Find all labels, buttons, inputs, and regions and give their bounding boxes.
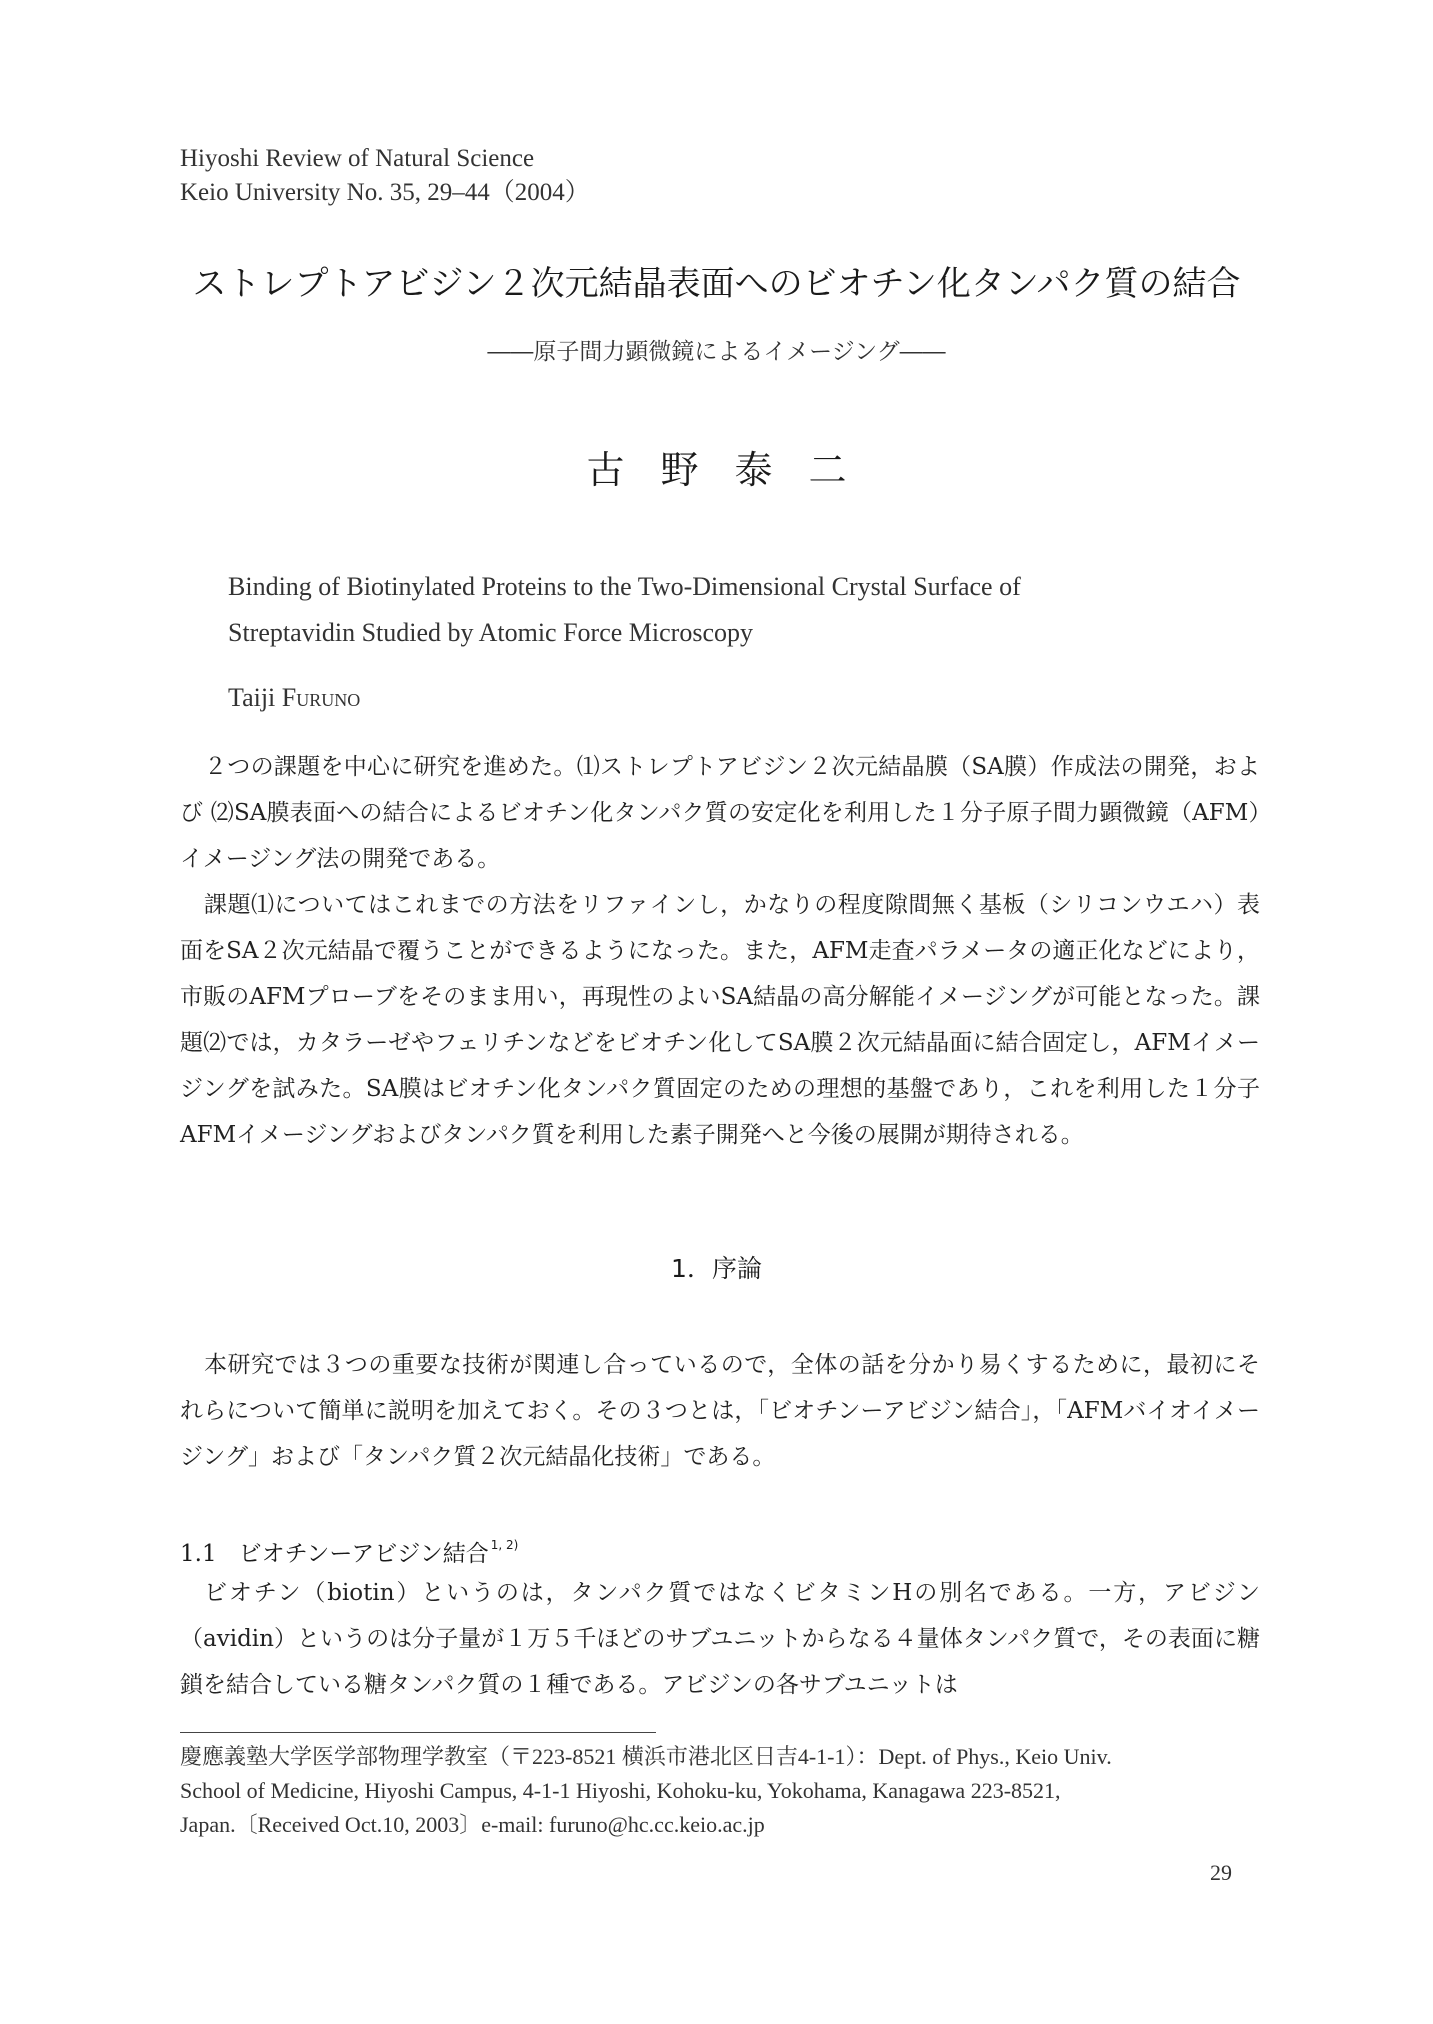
footnote-line-3: Japan.〔Received Oct.10, 2003〕e-mail: furuno@hc.cc.keio.ac.jp: [180, 1812, 765, 1837]
introduction-paragraph: 本研究では３つの重要な技術が関連し合っているので，全体の話を分かり易くするために，最初にそれらについて簡単に説明を加えておく。その３つとは，「ビオチンーアビジン結合」，「AFMバイオイメージング」および「タンパク質２次元結晶化技術」である。: [180, 1352, 1260, 1470]
journal-header: [180, 142, 590, 210]
journal-volume: Keio University No. 35, 29–44（2004）: [180, 179, 590, 206]
title-english-line-1: Binding of Biotinylated Proteins to the Two-Dimensional Crystal Surface of: [228, 572, 1021, 601]
abstract-paragraph: 課題⑴についてはこれまでの方法をリファインし，かなりの程度隙間無く基板（シリコンウエハ）表面をSA２次元結晶で覆うことができるようになった。また，AFM走査パラメータの適正化などにより，市販のAFMプローブをそのまま用い，再現性のよいSA結晶の高分解能イメージングが可能となった。課題⑵では，カタラーゼやフェリチンなどをビオチン化してSA膜２次元結晶面に結合固定し，AFMイメージングを試みた。SA膜はビオチン化タンパク質固定のための理想的基盤であり，これを利用した１分子AFMイメージングおよびタンパク質を利用した素子開発へと今後の展開が期待される。: [180, 892, 1260, 1148]
abstract-paragraph: ２つの課題を中心に研究を進めた。⑴ストレプトアビジン２次元結晶膜（SA膜）作成法の開発，および ⑵SA膜表面への結合によるビオチン化タンパク質の安定化を利用した１分子原子間力顕微鏡（AFM）イメージング法の開発である。: [180, 754, 1260, 872]
introduction-body: [180, 1342, 1260, 1480]
page-number: 29: [1210, 1860, 1232, 1885]
section-heading-introduction: 1．序論: [671, 1254, 762, 1283]
paper-title-english: [228, 564, 1228, 656]
subsection-paragraph: ビオチン（biotin）というのは，タンパク質ではなくビタミンHの別名である。一方，アビジン （avidin）というのは分子量が１万５千ほどのサブユニットからなる４量体タンパク質で，その表面に糖鎖を結合している糖タンパク質の１種である。アビジンの各サブユニットは: [180, 1580, 1260, 1698]
author-given-name: Taiji: [228, 683, 276, 712]
subsection-heading-biotin-avidin: [180, 1529, 518, 1570]
author-family-name: Furuno: [281, 683, 361, 712]
journal-name: Hiyoshi Review of Natural Science: [180, 145, 535, 172]
subsection-title: ビオチンーアビジン結合: [238, 1541, 489, 1567]
abstract: [180, 744, 1260, 1158]
subsection-number: 1.1: [180, 1541, 217, 1567]
author-japanese: 古野泰二: [586, 448, 883, 492]
footnote-line-2: School of Medicine, Hiyoshi Campus, 4-1-1 Hiyoshi, Kohoku-ku, Yokohama, Kanagawa 223-8521,: [180, 1778, 1061, 1803]
footnote-affiliation: [180, 1740, 1260, 1842]
paper-title: ストレプトアビジン２次元結晶表面へのビオチン化タンパク質の結合: [192, 264, 1241, 304]
footnote-line-1: 慶應義塾大学医学部物理学教室（〒223-8521 横浜市港北区日吉4-1-1）：Dept. of Phys., Keio Univ.: [180, 1744, 1112, 1769]
subsection-reference: 1, 2): [490, 1538, 519, 1552]
author-english: [228, 680, 360, 716]
footnote-divider: [180, 1732, 656, 1733]
subsection-body: [180, 1570, 1260, 1708]
title-english-line-2: Streptavidin Studied by Atomic Force Microscopy: [228, 618, 753, 647]
paper-subtitle: ――原子間力顕微鏡によるイメージング――: [487, 339, 946, 365]
